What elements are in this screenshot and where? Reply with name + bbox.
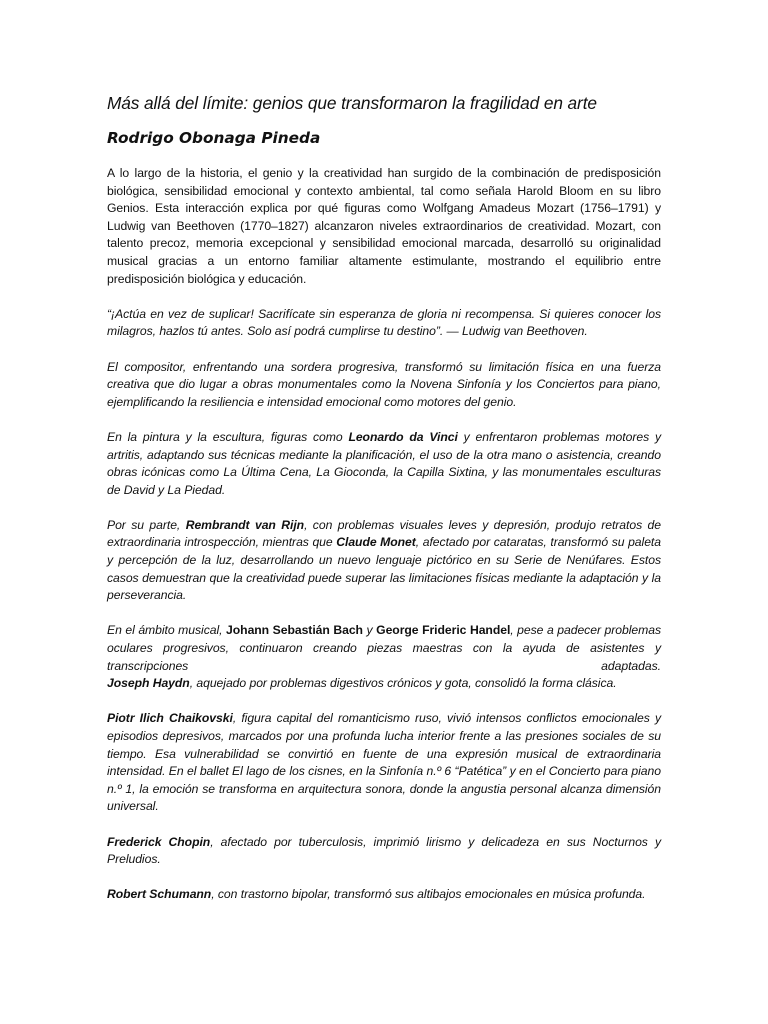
- paragraph-beethoven-deafness: El compositor, enfrentando una sordera progresiva, transformó su limitación física en una fuerza creativa que dio lugar a obras monumentales como la Novena Sinfonía y los Conciertos para piano, ejemplificando la resiliencia e intensidad emocional como motores del genio.: [107, 359, 661, 409]
- paragraph-intro: A lo largo de la historia, el genio y la creatividad han surgido de la combinación de predisposición biológica, sensibilidad emocional y contexto ambiental, tal como señala Harold Bloom en su libro Genios. Esta interacción explica por qué figuras como Wolfgang Amadeus Mozart (1756–1791) y Ludwig van Beethoven (1770–1827) alcanzaron niveles extraordinarios de creatividad. Mozart, con talento precoz, memoria excepcional y sensibilidad emocional marcada, desarrolló su originalidad musical gracias a un entorno familiar altamente estimulante, mostrando el equilibrio entre predisposición biológica y educación.: [107, 166, 661, 286]
- paragraph-text: y enfrentaron problemas motores y artritis, adaptando sus técnicas mediante la planificación, el uso de la otra mano o asistencia, creando obras icónicas como La Última Cena, La Gioconda, la Capilla Sixtina, y las monumentales esculturas de David y La Piedad.: [107, 429, 661, 497]
- composer-name: Johann Sebastián Bach: [226, 623, 363, 638]
- composer-name: Joseph Haydn: [107, 676, 190, 691]
- composer-name: Robert Schumann: [107, 887, 212, 902]
- paragraph-text: , con problemas visuales leves y depresión, produjo retratos de extraordinaria introspección, mientras que: [107, 517, 661, 550]
- paragraph-bach-handel-haydn: [107, 622, 661, 692]
- paragraph-beethoven-quote: “¡Actúa en vez de suplicar! Sacrifícate sin esperanza de gloria ni recompensa. Si quieres conocer los milagros, hazlos tú antes. Solo así podrá cumplirse tu destino”. — Ludwig van Beethoven.: [107, 306, 661, 339]
- paragraph-rembrandt-monet: [107, 517, 661, 605]
- artist-name: Leonardo da Vinci: [348, 429, 458, 444]
- paragraph-text: , aquejado por problemas digestivos crónicos y gota, consolidó la forma clásica.: [189, 676, 617, 691]
- document-title: Más allá del límite: genios que transformaron la fragilidad en arte: [107, 93, 597, 113]
- paragraph-chopin: [107, 834, 661, 869]
- paragraph-schumann: [107, 886, 661, 904]
- paragraph-text: En la pintura y la escultura, figuras como: [107, 429, 349, 444]
- paragraph-text: , afectado por cataratas, transformó su paleta y percepción de la luz, desarrollando un nuevo lenguaje pictórico en su Serie de Nenúfares. Estos casos demuestran que la creatividad puede superar las limitaciones físicas mediante la adaptación y la perseverancia.: [107, 535, 661, 603]
- artist-name: Claude Monet: [336, 535, 416, 550]
- composer-name: George Frideric Handel: [376, 623, 511, 638]
- composer-name: Piotr Ilich Chaikovski: [107, 711, 233, 726]
- paragraph-text: Por su parte,: [107, 517, 186, 532]
- paragraph-text: , pese a padecer problemas oculares progresivos, continuaron creando piezas maestras con la ayuda de asistentes y transcripciones adaptadas.: [107, 623, 661, 673]
- paragraph-text: En el ámbito musical,: [107, 623, 227, 638]
- paragraph-text: , figura capital del romanticismo ruso, vivió intensos conflictos emocionales y episodios depresivos, marcados por una profunda lucha interior frente a las presiones sociales de su tiempo. Esa vulnerabilidad se convirtió en fuente de una expresión musical de extraordinaria intensidad. En el ballet El lago de los cisnes, en la Sinfonía n.º 6 “Patética” y en el Concierto para piano n.º 1, la emoción se transforma en arquitectura sonora, donde la angustia personal alcanza dimensión universal.: [107, 711, 662, 814]
- paragraph-text: y: [362, 623, 377, 638]
- composer-name: Frederick Chopin: [107, 834, 211, 849]
- paragraph-chaikovski: [107, 710, 661, 816]
- paragraph-line-group: [107, 675, 661, 693]
- paragraph-text: , afectado por tuberculosis, imprimió lirismo y delicadeza en sus Nocturnos y Preludios.: [107, 834, 661, 867]
- paragraph-line-group: [107, 622, 661, 675]
- paragraph-painting-sculpture: [107, 429, 661, 499]
- paragraph-text: , con trastorno bipolar, transformó sus altibajos emocionales en música profunda.: [211, 887, 646, 902]
- artist-name: Rembrandt van Rijn: [185, 517, 305, 532]
- document-author: Rodrigo Obonaga Pineda: [107, 129, 321, 147]
